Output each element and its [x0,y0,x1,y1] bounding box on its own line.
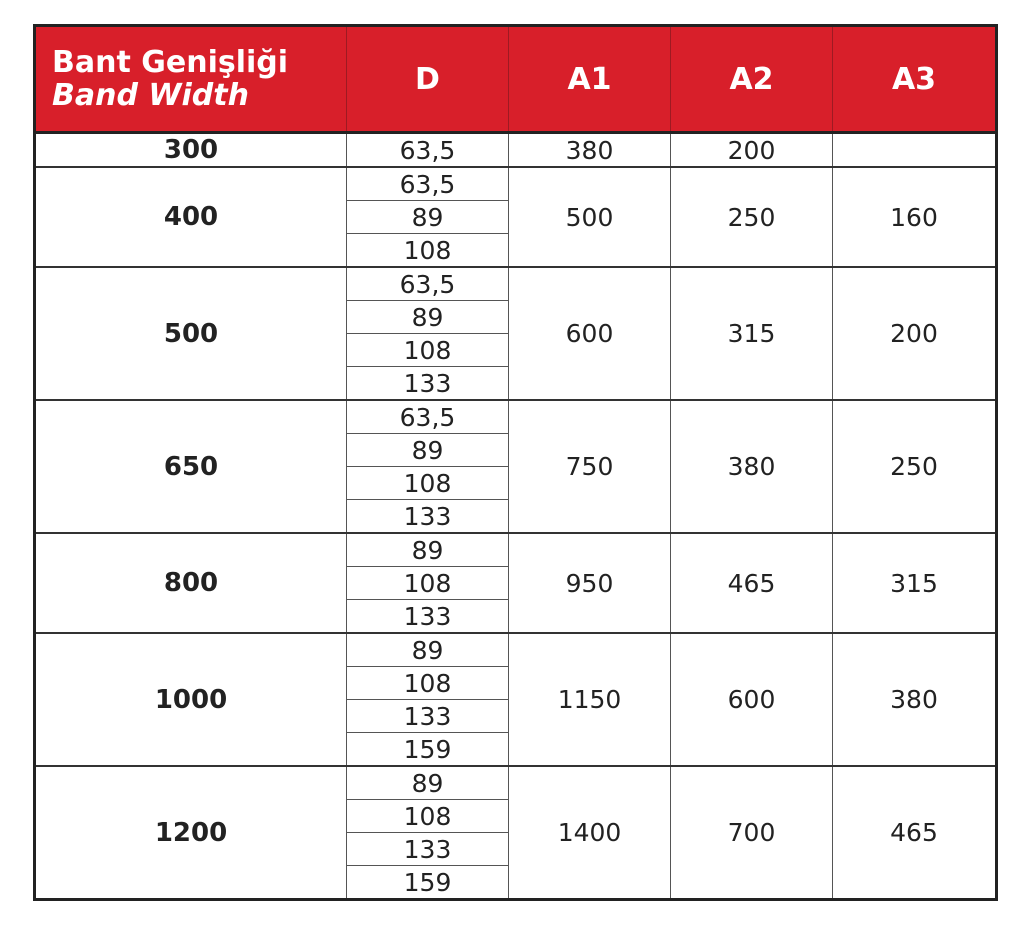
table-row [35,533,997,567]
table-body [35,133,997,900]
d-cell: 63,5 [347,400,509,434]
d-cell: 63,5 [347,167,509,201]
a2-cell: 600 [671,633,833,766]
header-a2: A2 [671,26,833,133]
a1-cell: 1400 [509,766,671,900]
d-cell: 89 [347,766,509,800]
d-cell: 133 [347,600,509,634]
header-a1: A1 [509,26,671,133]
a2-cell: 465 [671,533,833,633]
a2-cell: 315 [671,267,833,400]
d-cell: 159 [347,733,509,767]
a3-cell: 250 [833,400,997,533]
d-cell: 63,5 [347,267,509,301]
d-cell: 108 [347,800,509,833]
table-row [35,400,997,434]
a1-cell: 500 [509,167,671,267]
band-width-cell: 650 [35,400,347,533]
d-cell: 133 [347,500,509,534]
a2-cell: 380 [671,400,833,533]
header-d: D [347,26,509,133]
d-cell: 108 [347,567,509,600]
table-row [35,267,997,301]
table-row [35,167,997,201]
band-width-cell: 800 [35,533,347,633]
d-cell: 133 [347,700,509,733]
d-cell: 108 [347,467,509,500]
header-band-width-tr: Bant Genişliği [52,45,289,80]
d-cell: 89 [347,533,509,567]
d-cell: 133 [347,833,509,866]
d-cell: 89 [347,633,509,667]
a2-cell: 700 [671,766,833,900]
d-cell: 159 [347,866,509,900]
header-a3: A3 [833,26,997,133]
a3-cell: 160 [833,167,997,267]
d-cell: 89 [347,201,509,234]
d-cell: 89 [347,301,509,334]
band-width-cell: 500 [35,267,347,400]
d-cell: 89 [347,434,509,467]
a2-cell: 200 [671,133,833,168]
d-cell: 108 [347,234,509,268]
header-band-width [35,26,347,133]
d-cell: 108 [347,334,509,367]
a1-cell: 380 [509,133,671,168]
table-row [35,766,997,800]
a3-cell: 380 [833,633,997,766]
a1-cell: 600 [509,267,671,400]
band-width-cell: 1200 [35,766,347,900]
table-header [35,26,997,133]
band-width-cell: 300 [35,133,347,168]
spec-table [33,24,998,901]
d-cell: 63,5 [347,133,509,168]
a1-cell: 1150 [509,633,671,766]
band-width-cell: 400 [35,167,347,267]
a1-cell: 950 [509,533,671,633]
band-width-cell: 1000 [35,633,347,766]
a3-cell: 200 [833,267,997,400]
header-row [35,26,997,133]
a3-cell: 465 [833,766,997,900]
d-cell: 108 [347,667,509,700]
d-cell: 133 [347,367,509,401]
table-row [35,133,997,168]
table-row [35,633,997,667]
a3-cell: 315 [833,533,997,633]
header-band-width-en: Band Width [52,78,249,113]
a2-cell: 250 [671,167,833,267]
a3-cell [833,133,997,168]
a1-cell: 750 [509,400,671,533]
